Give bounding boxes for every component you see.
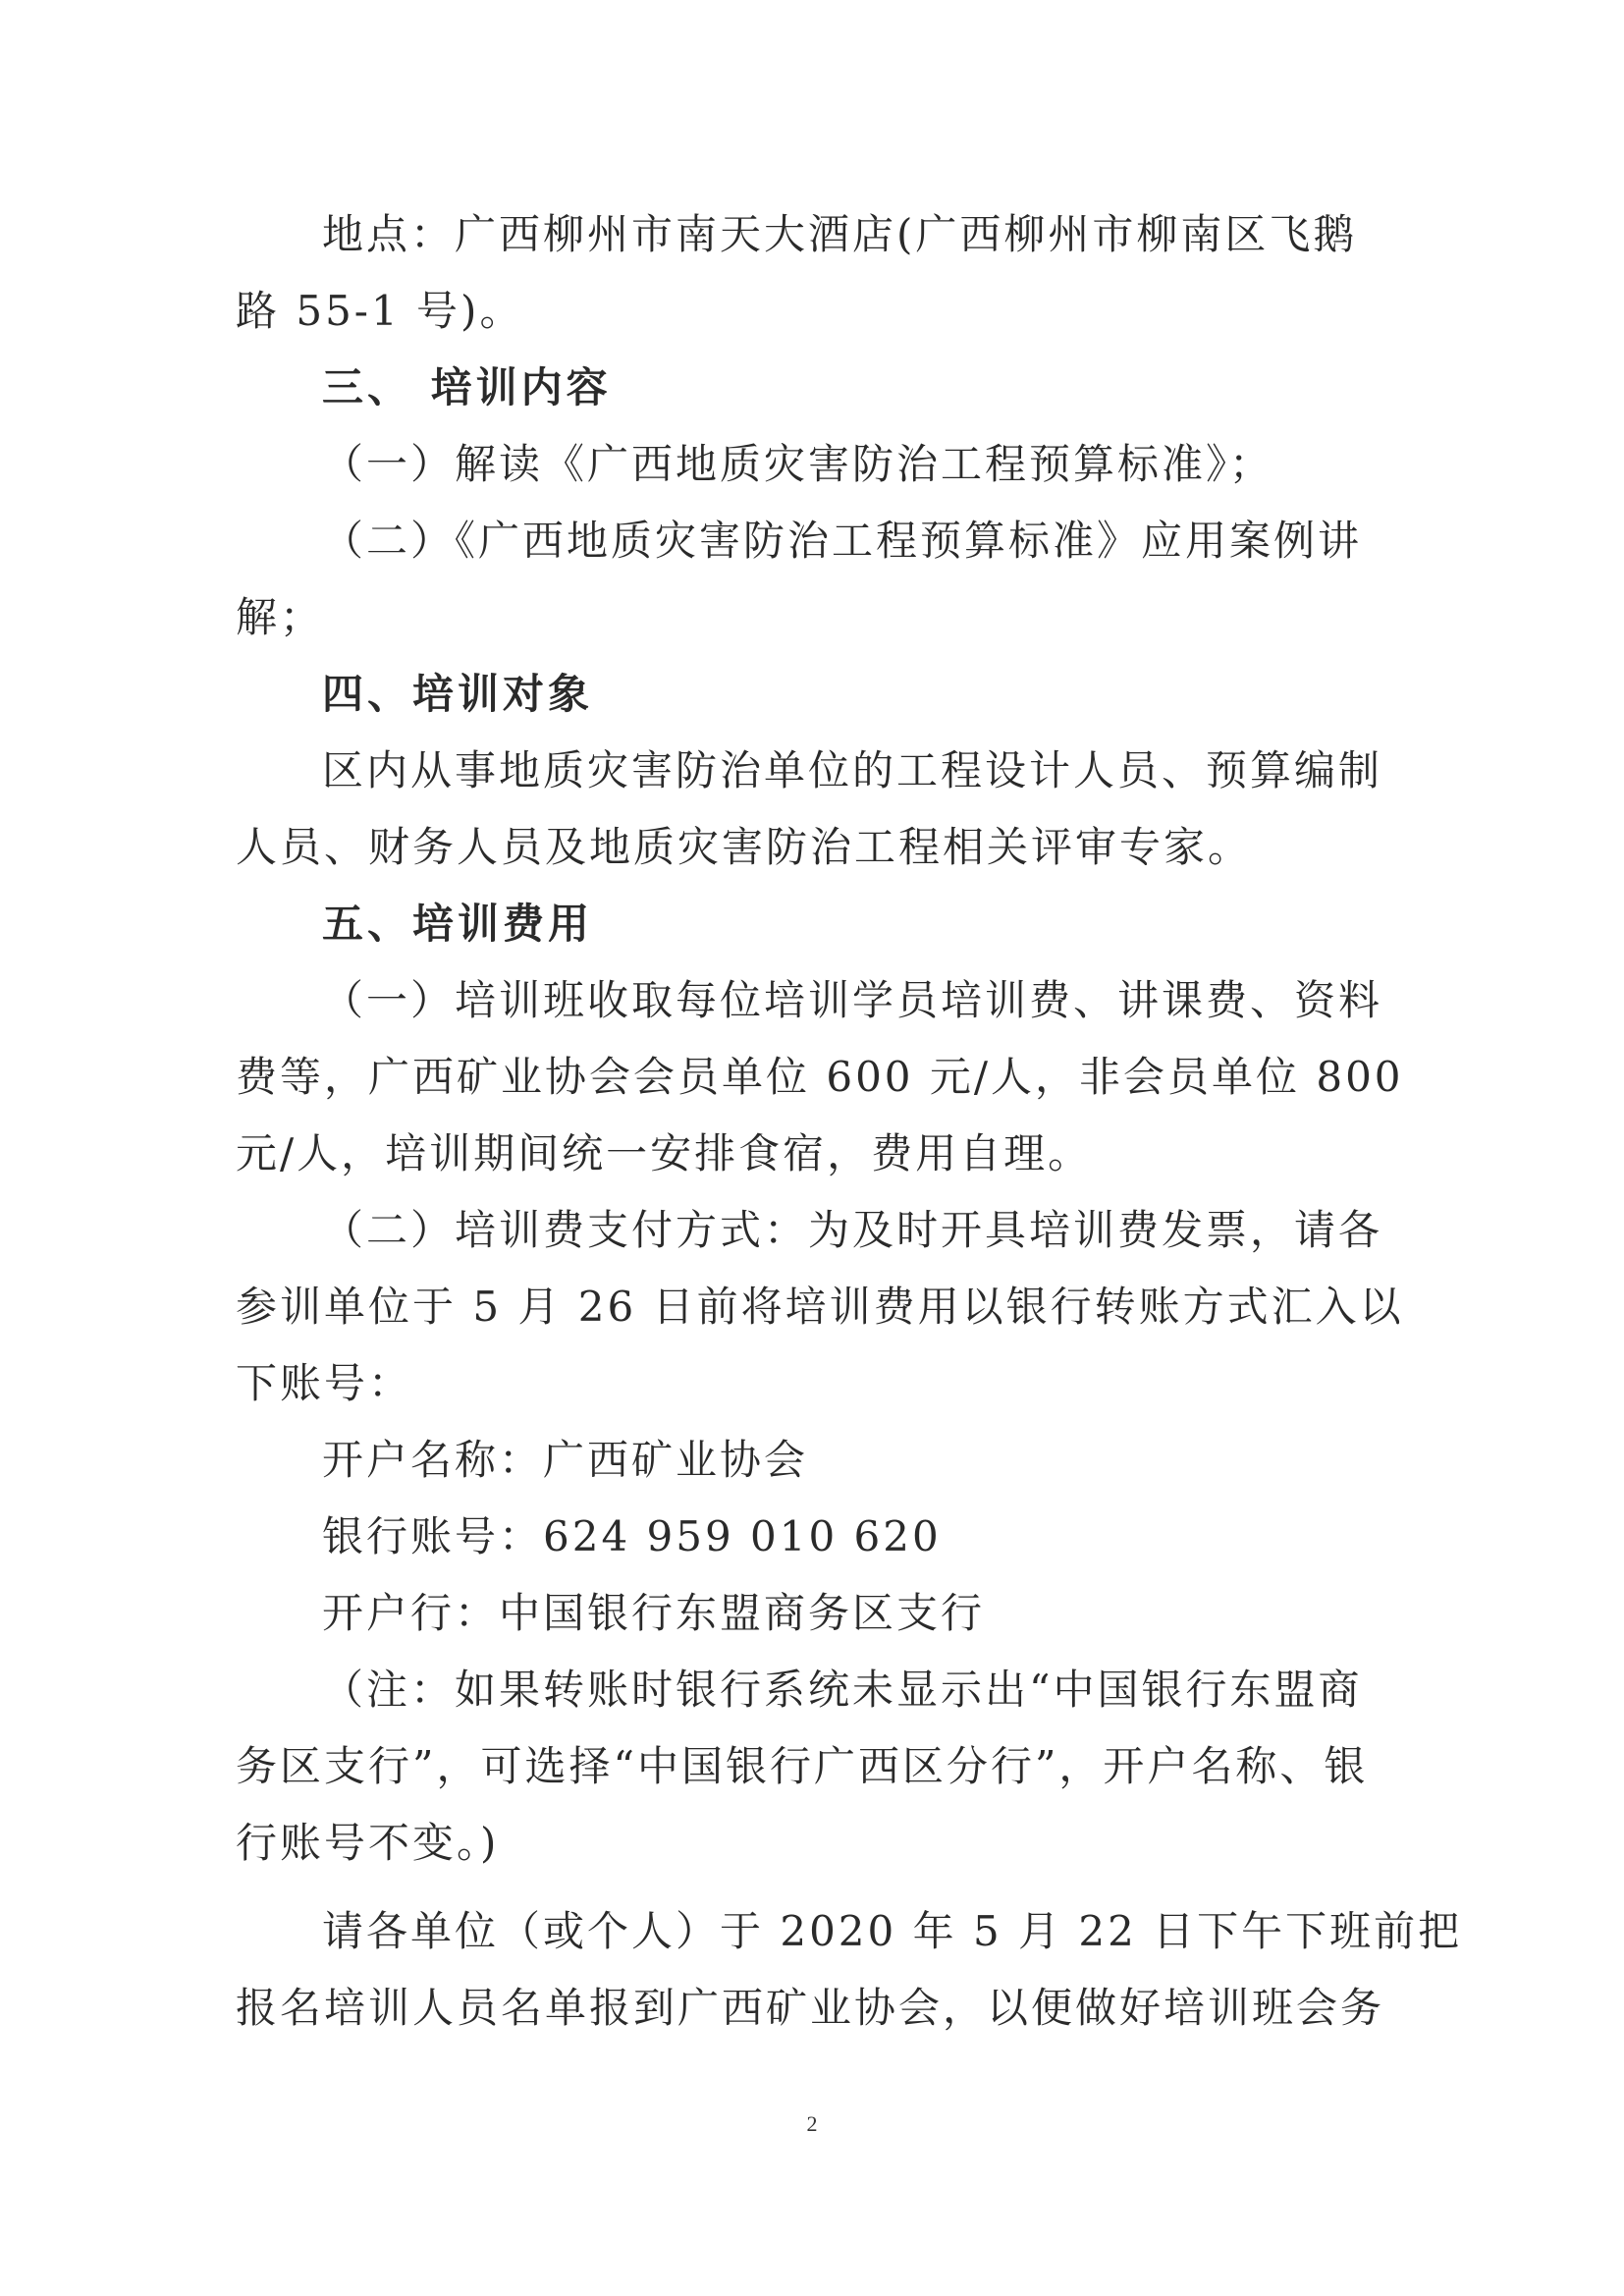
fees-item-1-line-1: （一）培训班收取每位培训学员培训费、讲课费、资料 [322, 976, 1383, 1024]
section-heading-fees: 五、培训费用 [322, 900, 594, 948]
content-item-2-line-1: （二）《广西地质灾害防治工程预算标准》应用案例讲 [322, 517, 1363, 565]
section-heading-content: 三、 培训内容 [322, 363, 612, 411]
note-line-2: 务区支行”，可选择“中国银行广西区分行”，开户名称、银 [236, 1742, 1369, 1790]
registration-line-2: 报名培训人员名单报到广西矿业协会，以便做好培训班会务 [236, 1984, 1385, 2032]
registration-line-1: 请各单位（或个人）于 2020 年 5 月 22 日下午下班前把 [322, 1907, 1463, 1955]
note-line-3: 行账号不变。) [236, 1819, 500, 1867]
account-name: 开户名称：广西矿业协会 [322, 1436, 809, 1484]
fees-item-1-line-3: 元/人，培训期间统一安排食宿，费用自理。 [236, 1129, 1093, 1177]
audience-line-2: 人员、财务人员及地质灾害防治工程相关评审专家。 [236, 823, 1253, 871]
location-line-2: 路 55-1 号)。 [236, 287, 524, 335]
content-item-1: （一）解读《广西地质灾害防治工程预算标准》； [322, 440, 1274, 488]
fees-item-2-line-2: 参训单位于 5 月 26 日前将培训费用以银行转账方式汇入以 [236, 1283, 1404, 1331]
account-number: 银行账号：624 959 010 620 [322, 1512, 942, 1560]
account-bank: 开户行：中国银行东盟商务区支行 [322, 1589, 986, 1637]
audience-line-1: 区内从事地质灾害防治单位的工程设计人员、预算编制 [322, 746, 1383, 794]
fees-item-1-line-2: 费等，广西矿业协会会员单位 600 元/人，非会员单位 800 [236, 1053, 1404, 1101]
note-line-1: （注：如果转账时银行系统未显示出“中国银行东盟商 [322, 1666, 1363, 1714]
document-body [236, 196, 1463, 2047]
location-line-1: 地点：广西柳州市南天大酒店(广西柳州市柳南区飞鹅 [322, 210, 1358, 258]
content-item-2-line-2: 解； [236, 593, 325, 641]
fees-item-2-line-3: 下账号： [236, 1359, 413, 1407]
page-number: 2 [806, 2111, 818, 2136]
section-heading-audience: 四、培训对象 [322, 670, 594, 718]
fees-item-2-line-1: （二）培训费支付方式：为及时开具培训费发票，请各 [322, 1206, 1383, 1254]
